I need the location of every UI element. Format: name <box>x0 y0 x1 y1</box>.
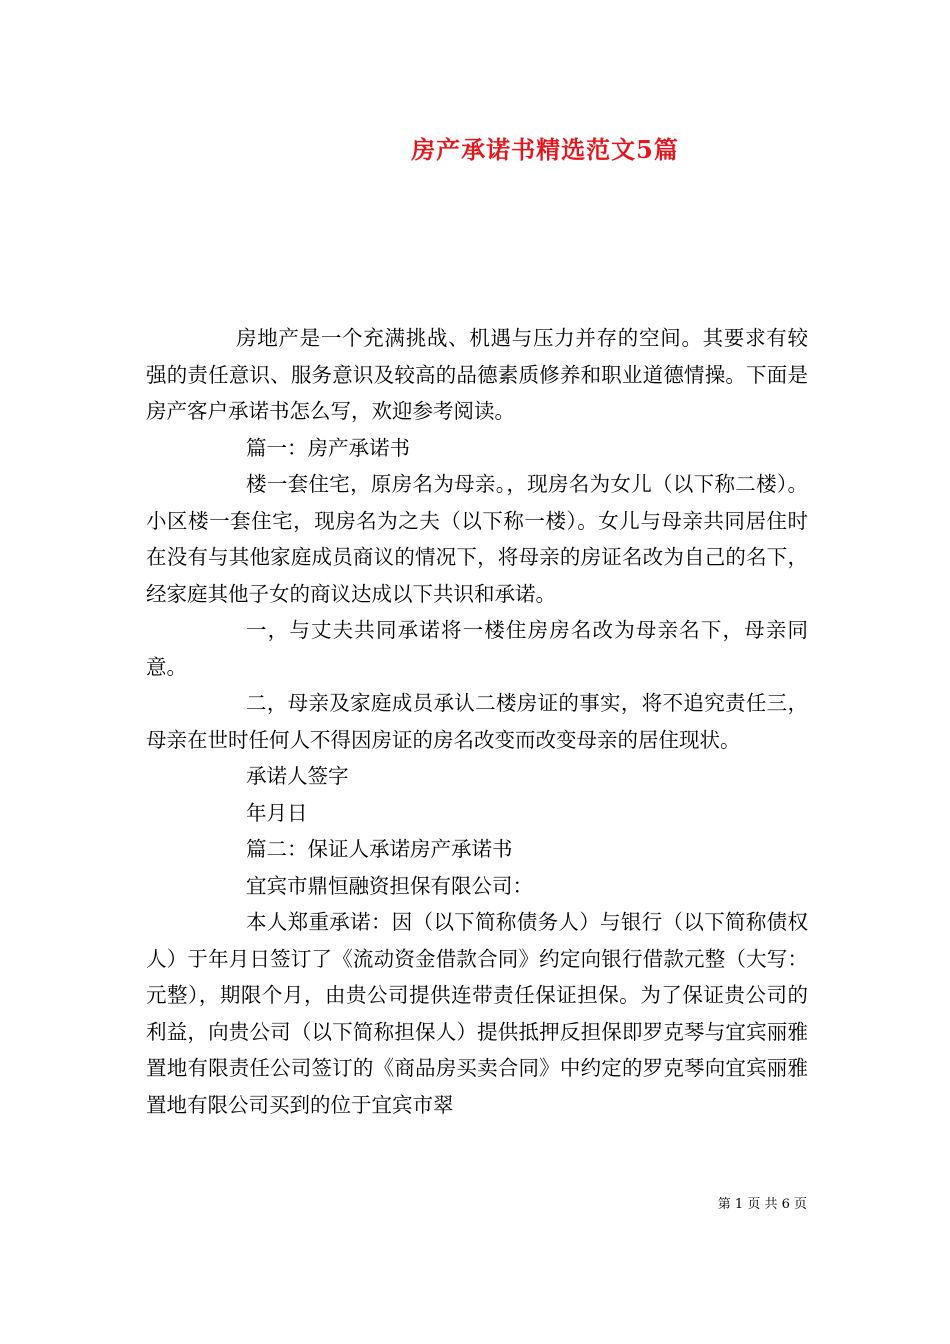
paragraph: 楼一套住宅，原房名为母亲。，现房名为女儿（以下称二楼）。小区楼一套住宅，现房名为之夫（以下称一楼）。女儿与母亲共同居住时在没有与其他家庭成员商议的情况下，将母亲的房证名改为自己的名下，经家庭其他子女的商议达成以下共识和承诺。 <box>146 472 808 606</box>
document-body <box>146 320 808 1123</box>
date-line: 年月日 <box>246 800 308 825</box>
section-heading-1: 篇一：房产承诺书 <box>246 435 410 460</box>
page-number: 第 1 页 共 6 页 <box>717 1197 807 1212</box>
paragraph: 二，母亲及家庭成员承认二楼房证的事实，将不追究责任三，母亲在世时任何人不得因房证的房名改变而改变母亲的居住现状。 <box>146 691 808 752</box>
document-title: 房产承诺书精选范文5篇 <box>411 135 679 164</box>
paragraph: 本人郑重承诺：因（以下简称债务人）与银行（以下简称债权人）于年月日签订了《流动资金借款合同》约定向银行借款元整（大写：元整），期限个月，由贵公司提供连带责任保证担保。为了保证贵公司的利益，向贵公司（以下简称担保人）提供抵押反担保即罗克琴与宜宾丽雅置地有限责任公司签订的《商品房买卖合同》中约定的罗克琴向宜宾丽雅置地有限公司买到的位于宜宾市翠 <box>146 910 808 1117</box>
paragraph-intro: 房地产是一个充满挑战、机遇与压力并存的空间。其要求有较强的责任意识、服务意识及较高的品德素质修养和职业道德情操。下面是房产客户承诺书怎么写，欢迎参考阅读。 <box>146 326 808 423</box>
paragraph: 一，与丈夫共同承诺将一楼住房房名改为母亲名下，母亲同意。 <box>146 618 808 679</box>
addressee-line: 宜宾市鼎恒融资担保有限公司： <box>246 873 533 898</box>
signature-line: 承诺人签字 <box>246 764 349 788</box>
section-heading-2: 篇二：保证人承诺房产承诺书 <box>246 837 513 861</box>
